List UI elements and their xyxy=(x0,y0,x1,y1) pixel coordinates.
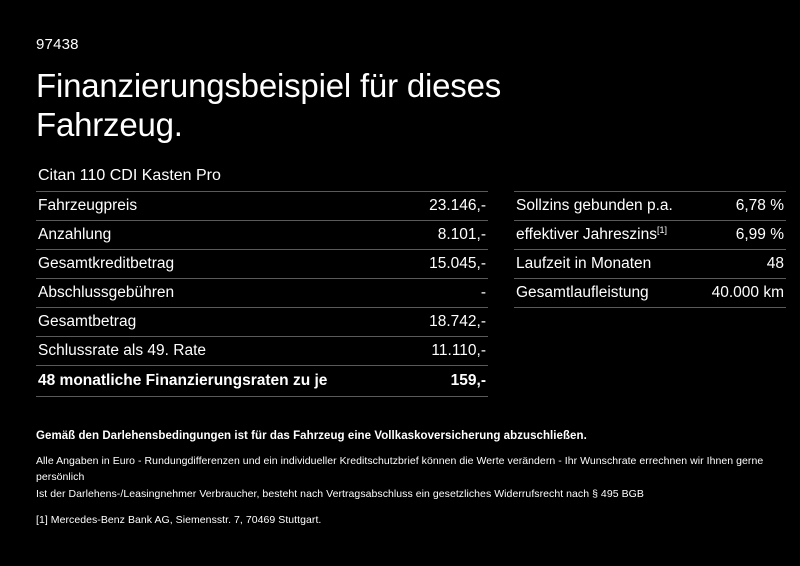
finance-tables xyxy=(36,191,784,397)
financing-terms-table xyxy=(36,191,488,397)
row-label: Fahrzeugpreis xyxy=(38,196,138,214)
table-row xyxy=(36,278,488,307)
disclaimer-line-1: Alle Angaben in Euro - Rundungdifferenzen und ein individueller Kreditschutzbrief können die Werte verändern - Ihr Wunschrate errechnen wir Ihnen gerne persönlich xyxy=(36,455,764,484)
row-label-superscript: [1] xyxy=(657,224,668,235)
row-value: 159,- xyxy=(450,371,486,389)
row-value: 18.742,- xyxy=(429,312,486,330)
disclaimer-line-2: Ist der Darlehens-/Leasingnehmer Verbraucher, besteht nach Vertragsabschluss ein gesetzliches Widerrufsrecht nach § 495 BGB xyxy=(36,487,644,500)
row-label-text: Gesamtlaufleistung xyxy=(516,283,649,301)
row-label: 48 monatliche Finanzierungsraten zu je xyxy=(38,371,328,389)
document-id: 97438 xyxy=(36,36,79,53)
table-row-total xyxy=(36,365,488,396)
row-label-text: Laufzeit in Monaten xyxy=(516,254,652,272)
row-label xyxy=(514,249,650,278)
table-row xyxy=(36,336,488,365)
row-label: Gesamtkreditbetrag xyxy=(38,254,175,272)
row-value: 6,78 % xyxy=(735,196,784,214)
row-label xyxy=(514,220,668,249)
table-row xyxy=(36,191,488,220)
row-label: Gesamtbetrag xyxy=(38,312,137,330)
row-label xyxy=(514,278,650,307)
table-row xyxy=(36,249,488,278)
row-value: 48 xyxy=(766,254,784,272)
vehicle-model-label: Citan 110 CDI Kasten Pro xyxy=(38,166,221,184)
row-value: 8.101,- xyxy=(437,225,486,243)
financing-conditions-table xyxy=(514,191,786,308)
table-row xyxy=(514,278,786,307)
row-value: 15.045,- xyxy=(429,254,486,272)
row-label: Anzahlung xyxy=(38,225,112,243)
table-row xyxy=(514,191,786,220)
row-label: Abschlussgebühren xyxy=(38,283,175,301)
row-value: 40.000 km xyxy=(711,283,784,301)
row-value: 23.146,- xyxy=(429,196,486,214)
row-value: - xyxy=(480,283,486,301)
row-value: 6,99 % xyxy=(735,225,784,243)
page-title: Finanzierungsbeispiel für dieses Fahrzeug. xyxy=(36,67,502,143)
row-value: 11.110,- xyxy=(431,341,486,359)
row-label: Schlussrate als 49. Rate xyxy=(38,341,207,359)
disclaimer-bold: Gemäß den Darlehensbedingungen ist für das Fahrzeug eine Vollkaskoversicherung abzuschließen. xyxy=(36,430,587,443)
table-row xyxy=(36,220,488,249)
left-column xyxy=(36,191,488,397)
table-row xyxy=(514,220,786,249)
row-label-text: effektiver Jahreszins xyxy=(516,225,657,243)
right-column xyxy=(514,191,786,308)
footer-disclaimer xyxy=(36,430,764,526)
row-label xyxy=(514,191,673,220)
row-label-text: Sollzins gebunden p.a. xyxy=(516,196,673,214)
table-row xyxy=(514,249,786,278)
bank-footnote: [1] Mercedes-Benz Bank AG, Siemensstr. 7, 70469 Stuttgart. xyxy=(36,514,322,526)
table-row xyxy=(36,307,488,336)
